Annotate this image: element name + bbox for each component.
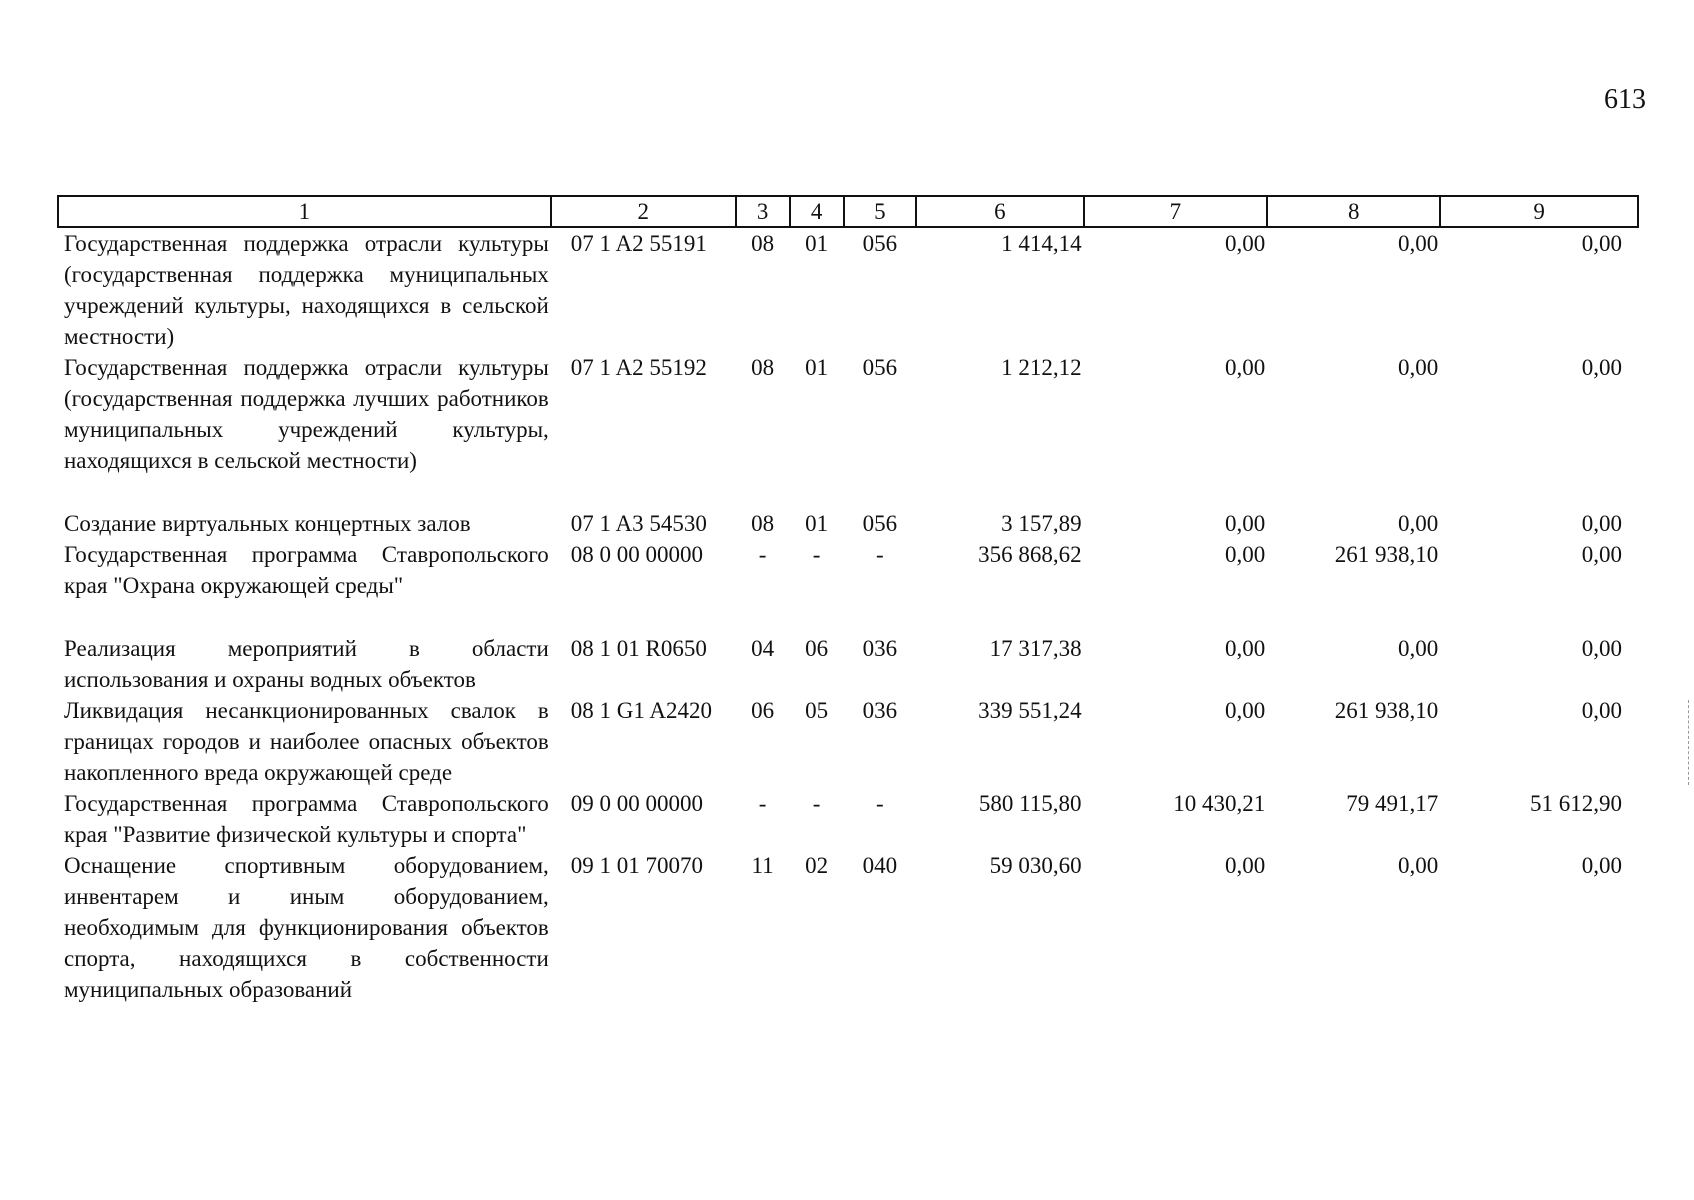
column-header-6: 6 <box>916 196 1084 227</box>
row-code: 09 0 00 00000 <box>570 791 704 816</box>
row-admin-code: 056 <box>862 355 898 380</box>
table-row <box>58 633 1638 695</box>
row-name: Оснащение спортивным оборудованием, инвентарем и иным оборудованием, необходимым для функционирования объектов спорта, находящихся в собственности муниципальных образований <box>64 853 549 1002</box>
row-name: Государственная программа Ставропольского края "Развитие физической культуры и спорта" <box>64 791 549 847</box>
row-subsection: 01 <box>805 231 829 256</box>
row-code: 07 1 A2 55191 <box>570 231 707 256</box>
row-value-6: 580 115,80 <box>978 791 1082 816</box>
row-value-9: 0,00 <box>1581 511 1622 536</box>
row-subsection: - <box>812 542 821 567</box>
column-header-9: 9 <box>1440 196 1638 227</box>
row-value-7: 0,00 <box>1225 698 1266 723</box>
column-header-5: 5 <box>844 196 916 227</box>
scan-edge-mark <box>1688 700 1690 785</box>
row-value-8: 261 938,10 <box>1334 698 1439 723</box>
row-name: Реализация мероприятий в области использования и охраны водных объектов <box>64 636 549 692</box>
row-value-9: 0,00 <box>1581 636 1622 661</box>
row-code: 09 1 01 70070 <box>570 853 704 878</box>
row-admin-code: - <box>876 542 884 567</box>
row-value-7: 0,00 <box>1225 231 1266 256</box>
row-value-7: 0,00 <box>1225 542 1266 567</box>
row-value-8: 0,00 <box>1397 355 1439 380</box>
row-subsection: 05 <box>805 698 829 723</box>
row-value-8: 0,00 <box>1397 511 1439 536</box>
table-row <box>58 788 1638 850</box>
row-subsection: 06 <box>805 636 829 661</box>
table-row <box>58 508 1638 539</box>
row-admin-code: 056 <box>862 231 898 256</box>
row-value-7: 0,00 <box>1225 636 1266 661</box>
table-row <box>58 227 1638 352</box>
row-section: 04 <box>751 636 775 661</box>
row-value-6: 1 212,12 <box>1001 355 1082 380</box>
row-name: Государственная поддержка отрасли культуры (государственная поддержка муниципальных учреждений культуры, находящихся в сельской местности) <box>64 231 549 349</box>
row-value-6: 59 030,60 <box>989 853 1082 878</box>
row-section: - <box>758 791 767 816</box>
row-section: 06 <box>751 698 775 723</box>
row-code: 08 1 01 R0650 <box>570 636 707 661</box>
row-section: 11 <box>751 853 774 878</box>
row-value-9: 0,00 <box>1581 231 1622 256</box>
row-admin-code: 036 <box>862 636 898 661</box>
row-section: 08 <box>751 355 775 380</box>
row-name: Государственная программа Ставропольского края "Охрана окружающей среды" <box>64 542 549 598</box>
row-value-7: 10 430,21 <box>1173 791 1266 816</box>
row-admin-code: 036 <box>862 698 898 723</box>
column-header-1: 1 <box>58 196 551 227</box>
column-header-2: 2 <box>551 196 736 227</box>
row-value-6: 1 414,14 <box>1001 231 1082 256</box>
row-value-9: 51 612,90 <box>1530 791 1622 816</box>
row-subsection: 01 <box>805 355 829 380</box>
row-code: 07 1 A3 54530 <box>570 511 707 536</box>
budget-table <box>57 195 1639 1005</box>
column-header-7: 7 <box>1084 196 1268 227</box>
table-row <box>58 539 1638 633</box>
row-value-9: 0,00 <box>1581 355 1622 380</box>
row-code: 08 0 00 00000 <box>570 542 704 567</box>
row-value-8: 0,00 <box>1397 853 1439 878</box>
row-admin-code: - <box>876 791 884 816</box>
row-subsection: 02 <box>805 853 829 878</box>
row-value-7: 0,00 <box>1225 853 1266 878</box>
table-row <box>58 850 1638 1005</box>
row-value-9: 0,00 <box>1581 853 1622 878</box>
row-name: Создание виртуальных концертных залов <box>64 511 471 536</box>
row-name: Государственная поддержка отрасли культуры (государственная поддержка лучших работников муниципальных учреждений культуры, находящихся в сельской местности) <box>64 355 549 473</box>
row-value-8: 261 938,10 <box>1334 542 1439 567</box>
row-section: 08 <box>751 511 775 536</box>
row-value-8: 79 491,17 <box>1346 791 1439 816</box>
row-value-8: 0,00 <box>1397 231 1439 256</box>
column-header-4: 4 <box>790 196 844 227</box>
row-subsection: - <box>812 791 821 816</box>
row-code: 07 1 A2 55192 <box>570 355 707 380</box>
row-value-7: 0,00 <box>1225 355 1266 380</box>
table-row <box>58 695 1638 788</box>
row-section: - <box>758 542 767 567</box>
row-value-6: 356 868,62 <box>978 542 1082 567</box>
row-value-9: 0,00 <box>1581 698 1622 723</box>
row-value-6: 339 551,24 <box>978 698 1082 723</box>
page-number: 613 <box>1604 84 1646 115</box>
row-value-8: 0,00 <box>1397 636 1439 661</box>
row-subsection: 01 <box>805 511 829 536</box>
table-row <box>58 352 1638 508</box>
column-header-3: 3 <box>736 196 790 227</box>
column-number-header-row <box>58 196 1638 227</box>
row-admin-code: 056 <box>862 511 898 536</box>
row-admin-code: 040 <box>862 853 898 878</box>
row-name: Ликвидация несанкционированных свалок в границах городов и наиболее опасных объектов накопленного вреда окружающей среде <box>64 698 549 785</box>
row-value-6: 3 157,89 <box>1001 511 1082 536</box>
row-code: 08 1 G1 A2420 <box>570 698 712 723</box>
row-value-7: 0,00 <box>1225 511 1266 536</box>
row-value-6: 17 317,38 <box>989 636 1082 661</box>
column-header-8: 8 <box>1267 196 1440 227</box>
row-value-9: 0,00 <box>1581 542 1622 567</box>
row-section: 08 <box>751 231 775 256</box>
